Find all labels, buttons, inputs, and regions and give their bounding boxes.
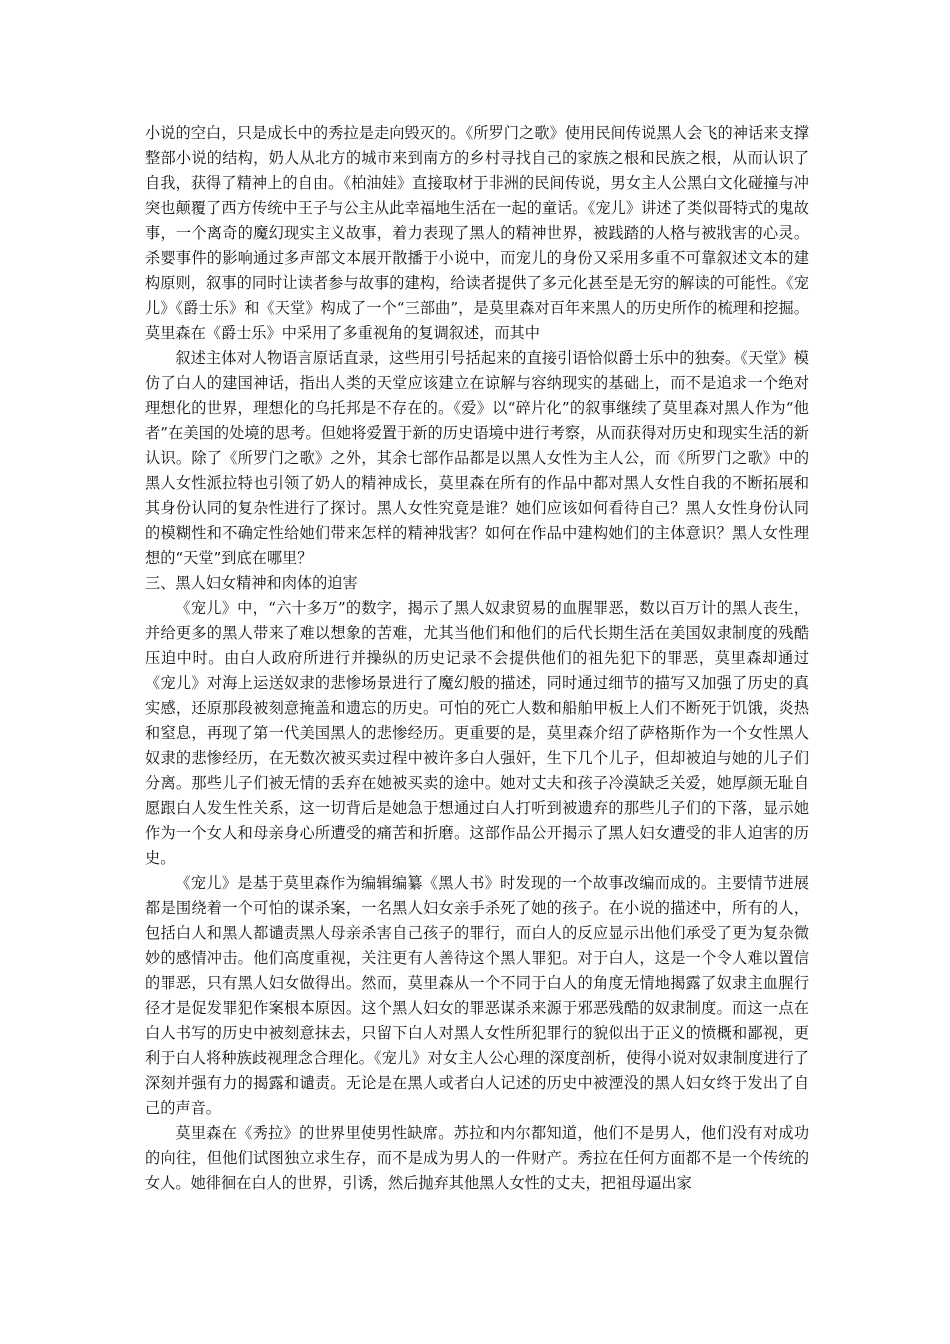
- paragraph: 叙述主体对人物语言原话直录，这些用引号括起来的直接引语恰似爵士乐中的独奏。《天堂》模仿了白人的建国神话，指出人类的天堂应该建立在谅解与容纳现实的基础上，而不是追求一个绝对理想化的世界，理想化的乌托邦是不存在的。《爱》以“碎片化”的叙事继续了莫里森对黑人作为“他者”在美国的处境的思考。但她将爱置于新的历史语境中进行考察，从而获得对历史和现实生活的新认识。除了《所罗门之歌》之外，其余七部作品都是以黑人女性为主人公，而《所罗门之歌》中的黑人女性派拉特也引领了奶人的精神成长，莫里森在所有的作品中都对黑人女性自我的不断拓展和其身份认同的复杂性进行了探讨。黑人女性究竟是谁？她们应该如何看待自己？黑人女性身份认同的模糊性和不确定性给她们带来怎样的精神戕害？如何在作品中建构她们的主体意识？黑人女性理想的“天堂”到底在哪里？: [145, 349, 809, 567]
- paragraph: 《宠儿》是基于莫里森作为编辑编纂《黑人书》时发现的一个故事改编而成的。主要情节进展都是围绕着一个可怕的谋杀案，一名黑人妇女亲手杀死了她的孩子。在小说的描述中，所有的人，包括白人和黑人都谴责黑人母亲杀害自己孩子的罪行，而白人的反应显示出他们承受了更为复杂微妙的感情冲击。他们高度重视，关注更有人善待这个黑人罪犯。对于白人，这是一个令人难以置信的罪恶，只有黑人妇女做得出。然而，莫里森从一个不同于白人的角度无情地揭露了奴隶主血腥行径才是促发罪犯作案根本原因。这个黑人妇女的罪恶谋杀来源于邪恶残酷的奴隶制度。而这一点在白人书写的历史中被刻意抹去，只留下白人对黑人女性所犯罪行的貌似出于正义的愤概和鄙视，更利于白人将种族歧视理念合理化。《宠儿》对女主人公心理的深度剖析，使得小说对奴隶制度进行了深刻并强有力的揭露和谴责。无论是在黑人或者白人记述的历史中被湮没的黑人妇女终于发出了自己的声音。: [145, 874, 809, 1117]
- article-body: [145, 121, 809, 1196]
- paragraph: 莫里森在《秀拉》的世界里使男性缺席。苏拉和内尔都知道，他们不是男人，他们没有对成功的向往，但他们试图独立求生存，而不是成为男人的一件财产。秀拉在任何方面都不是一个传统的女人。她徘徊在白人的世界，引诱，然后抛弃其他黑人女性的丈夫，把祖母逼出家: [145, 1124, 809, 1192]
- paragraph-continued: 小说的空白，只是成长中的秀拉是走向毁灭的。《所罗门之歌》使用民间传说黑人会飞的神话来支撑整部小说的结构，奶人从北方的城市来到南方的乡村寻找自己的家族之根和民族之根，从而认识了自我，获得了精神上的自由。《柏油娃》直接取材于非洲的民间传说，男女主人公黑白文化碰撞与冲突也颠覆了西方传统中王子与公主从此幸福地生活在一起的童话。《宠儿》讲述了类似哥特式的鬼故事，一个离奇的魔幻现实主义故事，着力表现了黑人的精神世界，被践踏的人格与被戕害的心灵。杀婴事件的影响通过多声部文本展开散播于小说中，而宠儿的身份又采用多重不可靠叙述文本的建构原则，叙事的同时让读者参与故事的建构，给读者提供了多元化甚至是无穷的解读的可能性。《宠儿》《爵士乐》和《天堂》构成了一个“三部曲”，是莫里森对百年来黑人的历史所作的梳理和挖掘。莫里森在《爵士乐》中采用了多重视角的复调叙述，而其中: [145, 124, 809, 342]
- section-heading: 三、黑人妇女精神和肉体的迫害: [145, 574, 358, 592]
- paragraph: 《宠儿》中，“六十多万”的数字，揭示了黑人奴隶贸易的血腥罪恶，数以百万计的黑人丧生，并给更多的黑人带来了难以想象的苦难，尤其当他们和他们的后代长期生活在美国奴隶制度的残酷压迫中时。由白人政府所进行并操纵的历史记录不会提供他们的祖先犯下的罪恶，莫里森却通过《宠儿》对海上运送奴隶的悲惨场景进行了魔幻般的描述，同时通过细节的描写又加强了历史的真实感，还原那段被刻意掩盖和遗忘的历史。可怕的死亡人数和船舶甲板上人们不断死于饥饿，炎热和窒息，再现了第一代美国黑人的悲惨经历。更重要的是，莫里森介绍了萨格斯作为一个女性黑人奴隶的悲惨经历，在无数次被买卖过程中被许多白人强奸，生下几个儿子，但却被迫与她的儿子们分离。那些儿子们被无情的丢弃在她被买卖的途中。她对丈夫和孩子冷漠缺乏关爱，她厚颜无耻自愿跟白人发生性关系，这一切背后是她急于想通过白人打听到被遗弃的那些儿子们的下落，显示她作为一个女人和母亲身心所遭受的痛苦和折磨。这部作品公开揭示了黑人妇女遭受的非人迫害的历史。: [145, 599, 809, 867]
